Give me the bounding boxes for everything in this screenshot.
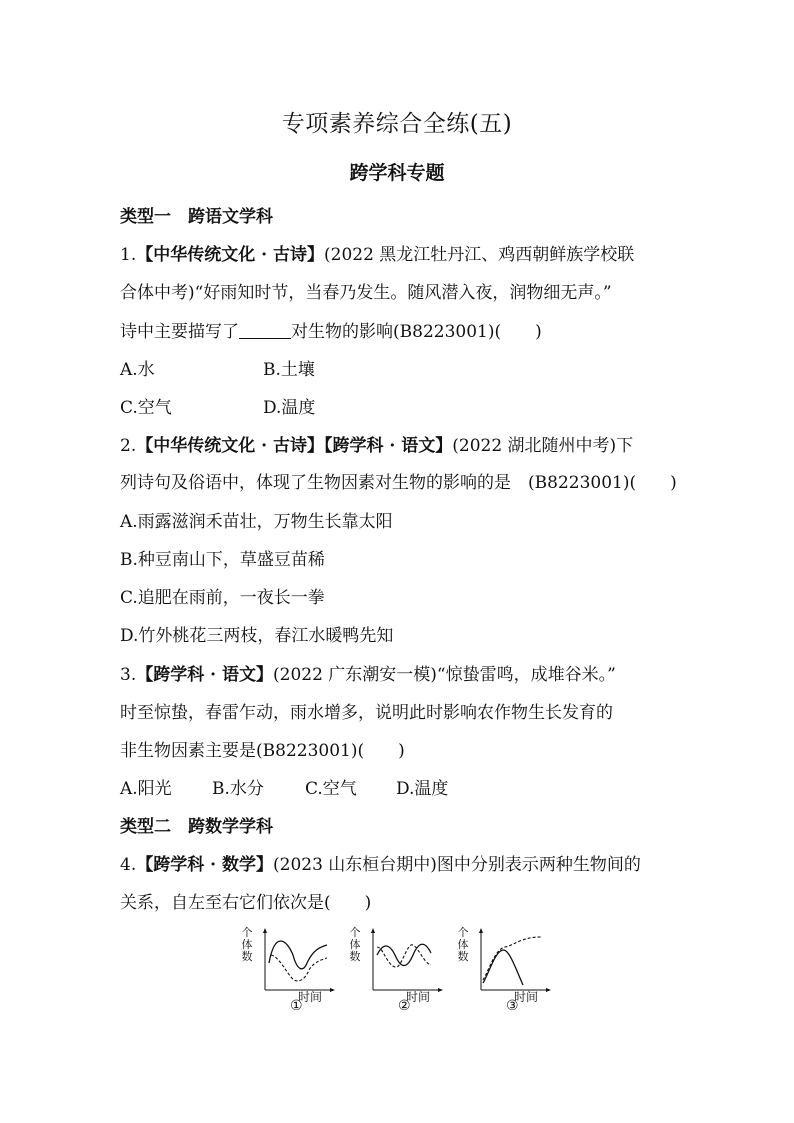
q1-option-b: B.土壤: [263, 360, 315, 380]
x-axis-label: 时间: [514, 990, 539, 1004]
q2-option-b: B.种豆南山下，草盛豆苗稀: [120, 550, 325, 570]
graph-3: [451, 925, 551, 1020]
x-arrow: [330, 988, 335, 992]
q2-option-a: A.雨露滋润禾苗壮，万物生长靠太阳: [120, 512, 393, 532]
y-arrow: [479, 928, 483, 933]
dashed-curve: [377, 945, 431, 967]
x-arrow: [438, 988, 443, 992]
relationship-graphs: [235, 925, 555, 1020]
question-1-line-2: 合体中考)“好雨知时节，当春乃发生。随风潜入夜，润物细无声。”: [120, 283, 612, 303]
solid-curve: [377, 944, 431, 965]
y-axis-label: 个体数: [349, 926, 361, 963]
question-1-line-3: 诗中主要描写了 对生物的影响(B8223001)( ): [120, 322, 542, 342]
y-axis-label: 个体数: [457, 926, 469, 963]
graph-label: ②: [398, 998, 411, 1014]
question-source: (2023 山东桓台期中)图中分别表示两种生物间的: [273, 855, 641, 875]
q2-option-d: D.竹外桃花三两枝，春江水暖鸭先知: [120, 626, 394, 646]
page-subtitle: 跨学科专题: [349, 162, 445, 184]
question-tag: 【中华传统文化 · 古诗】【跨学科 · 语文】: [136, 436, 453, 456]
question-source: (2022 广东潮安一模)“惊蛰雷鸣，成堆谷米。”: [273, 665, 616, 685]
question-4-line-2: 关系，自左至右它们依次是( ): [120, 893, 372, 913]
section-heading-1: 类型一 跨语文学科: [120, 207, 273, 227]
graph-label: ①: [290, 998, 303, 1014]
x-arrow: [546, 988, 551, 992]
graph-1: [235, 925, 335, 1020]
question-3-line-3: 非生物因素主要是(B8223001)( ): [120, 741, 405, 761]
question-4-line-1: [120, 852, 641, 878]
x-axis-label: 时间: [298, 990, 323, 1004]
y-axis-label: 个体数: [241, 926, 253, 963]
q1-option-d: D.温度: [263, 398, 316, 418]
q1-option-c: C.空气: [120, 398, 172, 418]
solid-curve: [483, 950, 523, 985]
question-source: (2022 湖北随州中考)下: [452, 436, 634, 456]
y-arrow: [263, 928, 267, 933]
q3-option-a: A.阳光: [120, 779, 172, 799]
page-title: 专项素养综合全练(五): [281, 111, 513, 137]
question-tag: 【跨学科 · 语文】: [136, 665, 273, 685]
question-number: 2.: [120, 436, 137, 456]
q3-option-b: B.水分: [212, 779, 264, 799]
q2-option-c: C.追肥在雨前，一夜长一拳: [120, 588, 325, 608]
question-3-line-2: 时至惊蛰，春雷乍动，雨水增多，说明此时影响农作物生长发育的: [120, 703, 613, 723]
question-3-line-1: [120, 662, 616, 688]
x-axis-label: 时间: [406, 990, 431, 1004]
solid-curve: [269, 941, 327, 969]
question-2-line-1: [120, 433, 633, 459]
question-number: 3.: [120, 665, 137, 685]
q3-option-d: D.温度: [396, 779, 449, 799]
section-heading-2: 类型二 跨数学学科: [120, 817, 273, 837]
answer-blank[interactable]: [239, 320, 291, 339]
question-number: 1.: [120, 245, 137, 265]
q3-option-c: C.空气: [305, 779, 357, 799]
graph-label: ③: [506, 998, 519, 1014]
question-tag: 【跨学科 · 数学】: [136, 855, 273, 875]
question-2-line-2: 列诗句及俗语中，体现了生物因素对生物的影响的是 (B8223001)( ): [120, 473, 677, 493]
question-1-line-1: [120, 242, 634, 268]
y-arrow: [371, 928, 375, 933]
question-source: (2022 黑龙江牡丹江、鸡西朝鲜族学校联: [324, 245, 635, 265]
question-number: 4.: [120, 855, 137, 875]
question-tag: 【中华传统文化 · 古诗】: [136, 245, 324, 265]
graph-2: [343, 925, 443, 1020]
q1-option-a: A.水: [120, 360, 155, 380]
